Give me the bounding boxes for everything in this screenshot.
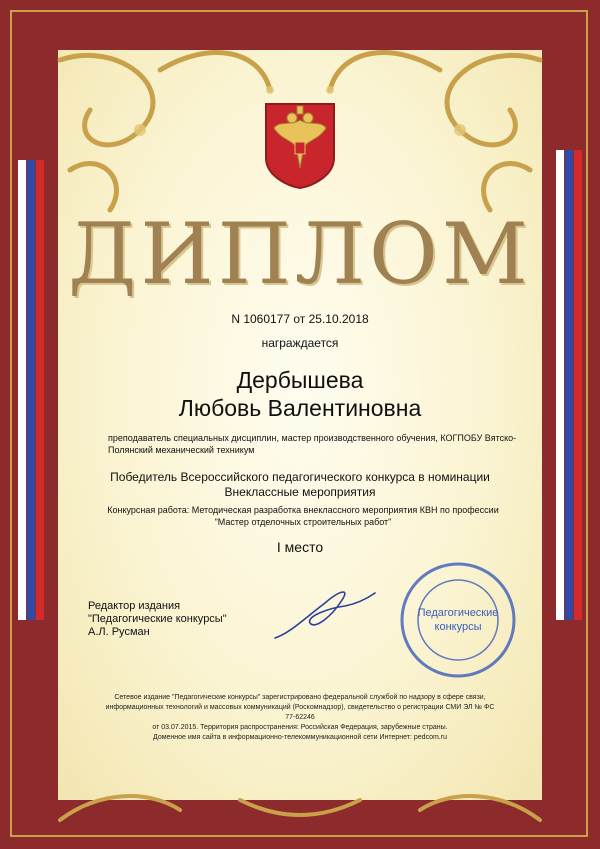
place-award: I место — [276, 539, 324, 555]
editor-name: А.Л. Русман — [88, 626, 150, 638]
organization-stamp — [398, 560, 518, 680]
editor-block — [88, 600, 227, 639]
legal-footer — [100, 693, 500, 743]
editor-line-1: Редактор издания — [88, 600, 181, 612]
editor-signature — [270, 578, 380, 648]
certificate-number: N 1060177 от 25.10.2018 — [231, 312, 369, 326]
footer-line-1: Сетевое издание "Педагогические конкурсы" зарегистрировано федеральной службой по надзору в сфере связи, — [114, 694, 486, 701]
recipient-position: преподаватель специальных дисциплин, мастер производственного обучения, КОГПОБУ Вятско-Полянский механический техникум — [108, 433, 517, 455]
footer-line-2: информационных технологий и массовых коммуникаций (Роскомнадзор), свидетельство о регистрации СМИ ЭЛ № ФС 77-62246 — [105, 704, 495, 721]
competition-work — [88, 504, 518, 528]
coat-of-arms-emblem — [262, 98, 338, 190]
winner-statement — [100, 470, 500, 500]
winner-line-2: Внеклассные мероприятия — [224, 485, 376, 499]
editor-line-2: "Педагогические конкурсы" — [88, 613, 227, 625]
footer-line-3: от 03.07.2015. Территория распространения: Российская Федерация, зарубежные страны. — [152, 724, 448, 731]
gold-ornament-bottom — [40, 780, 560, 830]
awarded-label: награждается — [261, 336, 339, 350]
stamp-text-line-1: Педагогические — [417, 607, 499, 619]
work-line-2: "Мастер отделочных строительных работ" — [214, 517, 392, 527]
winner-line-1: Победитель Всероссийского педагогического конкурса в номинации — [110, 470, 490, 484]
certificate-title: ДИПЛОМ — [68, 205, 532, 303]
footer-line-4: Доменное имя сайта в информационно-телекоммуникационной сети Интернет: pedcom.ru — [153, 734, 447, 741]
work-line-1: Конкурсная работа: Методическая разработка внеклассного мероприятия КВН по профессии — [107, 505, 499, 515]
recipient-name — [0, 366, 600, 422]
recipient-given-names: Любовь Валентиновна — [178, 395, 422, 421]
stamp-text-line-2: конкурсы — [434, 621, 482, 633]
recipient-surname: Дербышева — [236, 367, 364, 393]
